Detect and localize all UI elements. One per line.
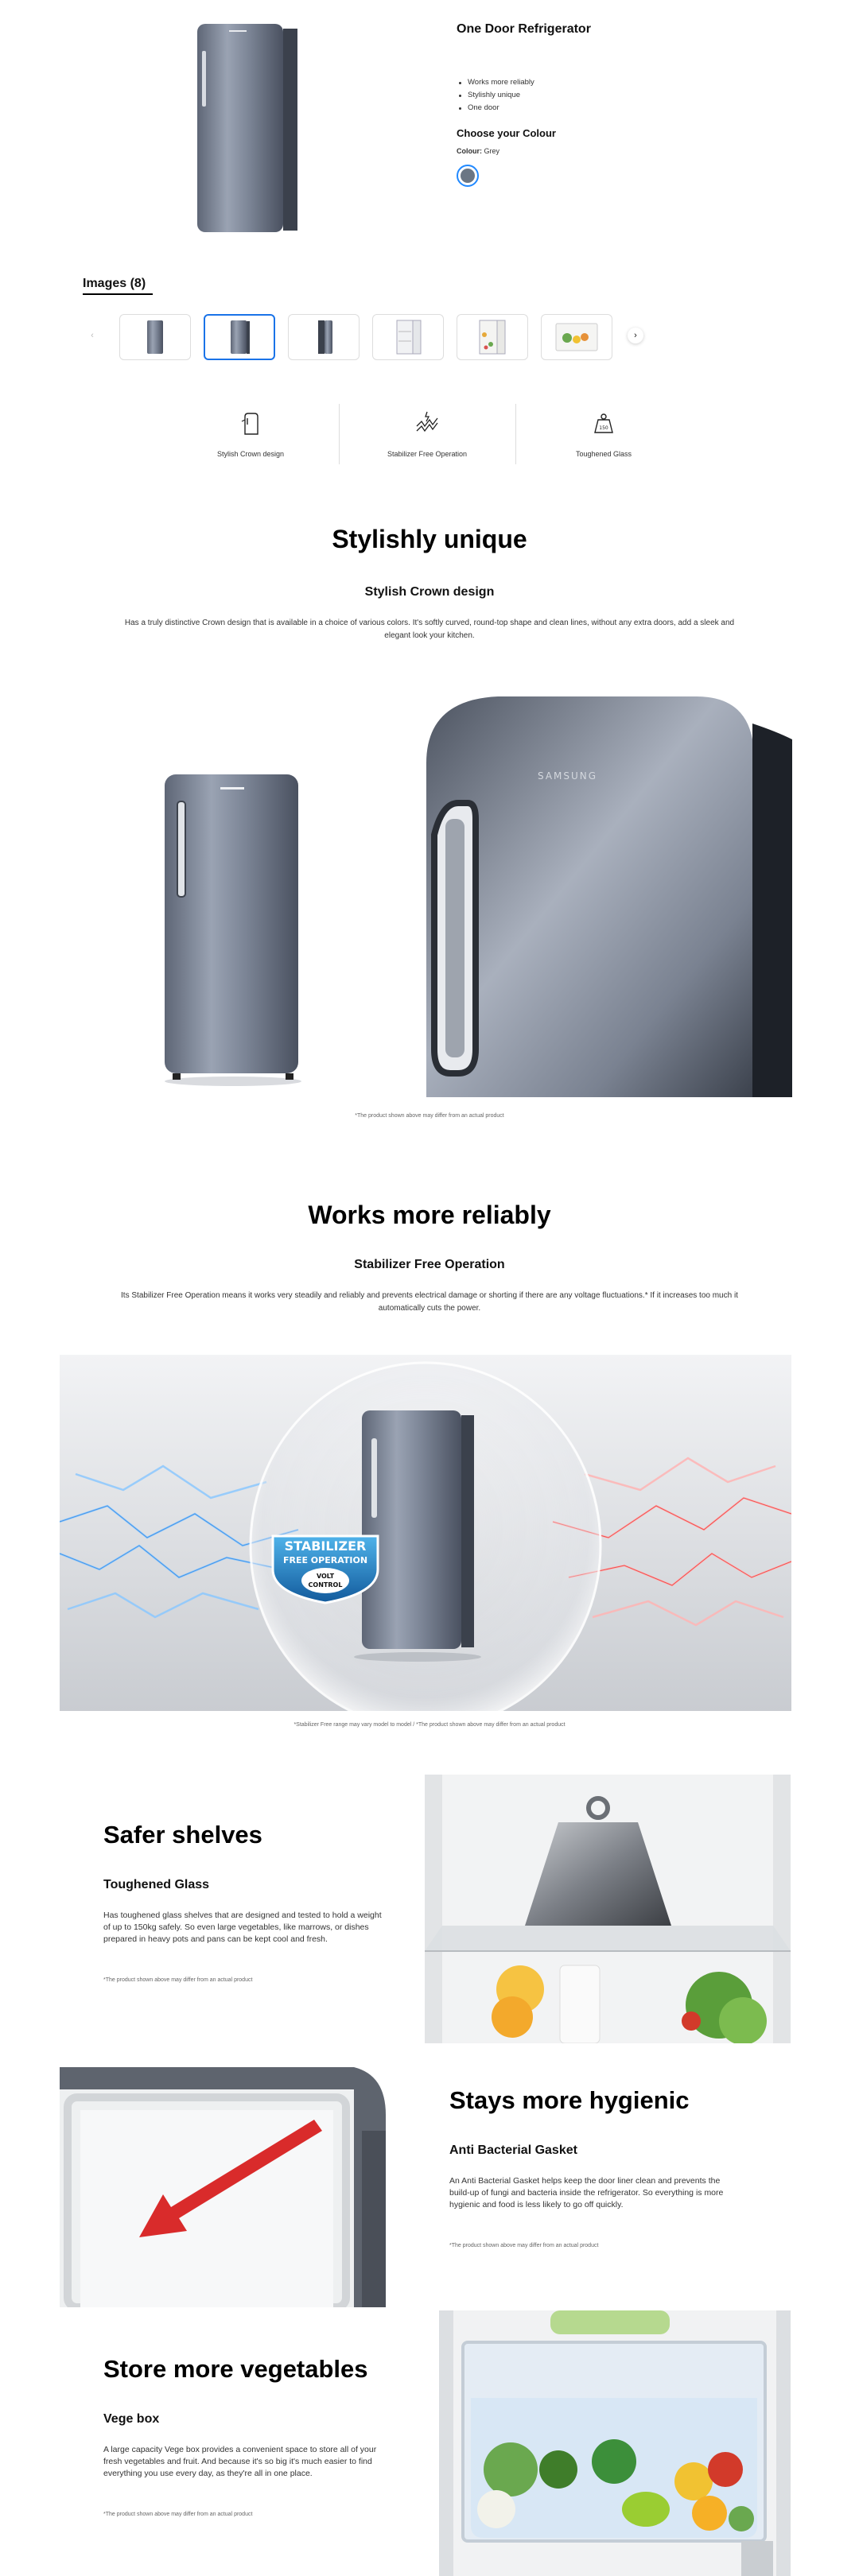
section-desc-hygienic: An Anti Bacterial Gasket helps keep the door liner clean and prevents the build-up of fungi and bacteria inside the refrigerator. So everything is more hygienic and food is less likely to go off quickly. [449,2176,724,2209]
badge-line-4: CONTROL [308,1581,343,1589]
colour-label-value: Grey [484,147,500,155]
section-desc-shelves: Has toughened glass shelves that are designed and tested to hold a weight of up to 150kg safely. So even large vegetables, like marrows, or dishes prepared in heavy pots and pans can be kept cool and fresh. [103,1911,382,1944]
key-features-row [162,404,692,471]
section-title-shelves: Safer shelves [103,1821,262,1849]
shelves-text-block [103,1821,437,1983]
section-desc-reliable: Its Stabilizer Free Operation means it works very steadily and reliably and prevents electrical damage or shorting if there are any voltage fluctuations.* If it increases too much it automatically cuts the power. [121,1291,738,1313]
thumbnail-strip [119,314,612,360]
stabilizer-banner-image [60,1355,791,1711]
section-subtitle-shelves: Toughened Glass [103,1878,210,1891]
colour-label [457,147,791,155]
section-title-vegetables: Store more vegetables [103,2355,368,2383]
gasket-image [60,2067,390,2307]
gallery-prev-button[interactable] [84,328,100,343]
section-desc-stylish: Has a truly distinctive Crown design that is available in a choice of various colors. It's softly curved, round-top shape and clean lines, without any extra doors, add a sleek and elegant look your kitchen. [124,619,735,640]
badge-line-1: STABILIZER [284,1538,367,1554]
key-feature-glass [515,404,692,471]
brand-logo: SAMSUNG [538,770,598,782]
colour-label-key: Colour: [457,147,482,155]
feature-item: Works more reliably [457,76,791,89]
images-tab-label[interactable]: Images (8) [83,277,146,290]
colour-swatch-grey[interactable] [457,165,479,187]
section-subtitle-hygienic: Anti Bacterial Gasket [449,2143,577,2157]
gallery-next-button[interactable] [628,328,643,343]
feature-list [457,76,791,114]
disclaimer-reliable: *Stabilizer Free range may vary model to model / *The product shown above may differ from an actual product [293,1722,566,1728]
product-title: One Door Refrigerator [457,22,591,36]
thumbnail-fridge-angle[interactable] [204,314,275,360]
thumbnail-fridge-vegetables[interactable] [541,314,612,360]
svg-text:150: 150 [599,425,608,431]
swatch-fill [461,169,475,183]
section-title-hygienic: Stays more hygienic [449,2086,690,2114]
chevron-right-icon: › [634,331,637,340]
fridge-full-image [161,770,305,1088]
vegetables-text-block [103,2355,437,2517]
thumbnail-fridge-front[interactable] [119,314,191,360]
key-feature-crown [162,404,339,471]
choose-colour-heading: Choose your Colour [457,127,556,139]
vege-box-image [439,2310,791,2576]
section-subtitle-vegetables: Vege box [103,2412,160,2426]
section-title-reliable: Works more reliably [308,1201,551,1229]
disclaimer-hygienic: *The product shown above may differ from an actual product [449,2243,599,2248]
badge-line-3: VOLT [316,1573,335,1580]
thumbnail-fridge-side[interactable] [288,314,360,360]
glass-shelf-image [425,1775,791,2043]
feature-item: Stylishly unique [457,89,791,102]
disclaimer-stylish: *The product shown above may differ from an actual product [355,1113,504,1119]
disclaimer-vegetables: *The product shown above may differ from an actual product [103,2512,253,2517]
thumbnail-fridge-open-door[interactable] [372,314,444,360]
disclaimer-shelves: *The product shown above may differ from an actual product [103,1977,253,1983]
feature-item: One door [457,102,791,114]
badge-line-2: FREE OPERATION [282,1555,368,1565]
images-tab-underline [83,293,153,295]
product-hero-image [191,19,301,235]
key-feature-stabilizer [339,404,515,471]
weight-icon [590,410,617,437]
key-feature-label: Toughened Glass [575,450,632,458]
thumbnail-fridge-open-full[interactable] [457,314,528,360]
lightning-icon [414,410,441,437]
section-subtitle-stylish: Stylish Crown design [364,585,495,599]
section-desc-vegetables: A large capacity Vege box provides a convenient space to store all of your fresh vegetables and fruit. And because it's so big it's much easier to find everything you use every day, as they're all in one place. [103,2445,377,2478]
section-subtitle-reliable: Stabilizer Free Operation [354,1258,505,1271]
crown-icon [237,410,264,437]
key-feature-label: Stabilizer Free Operation [387,450,468,458]
section-title-stylish: Stylishly unique [332,525,527,553]
fridge-handle-closeup-image [426,692,792,1097]
key-feature-label: Stylish Crown design [216,450,285,458]
hygienic-text-block [449,2086,783,2248]
product-info [457,22,791,187]
chevron-left-icon: ‹ [91,331,94,340]
